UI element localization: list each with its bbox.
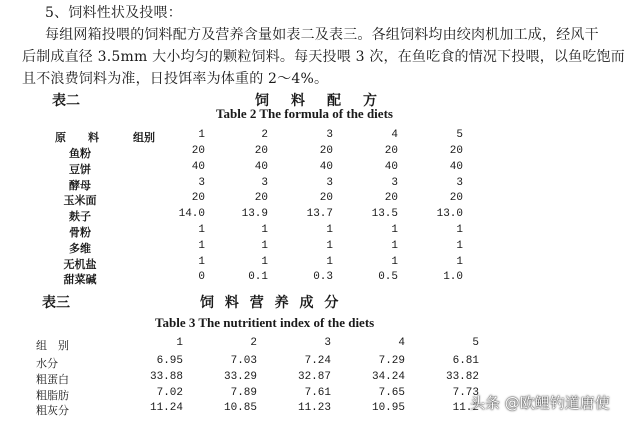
table3-cell: 33.88	[149, 370, 183, 383]
table3-cell: 34.24	[371, 370, 405, 383]
table2-cell: 0.3	[313, 271, 333, 284]
table2-cell: 14.0	[178, 208, 205, 221]
table3-group-header: 1	[176, 337, 183, 349]
table2-cell: 0.1	[248, 271, 268, 284]
table3-group-label: 组 别	[36, 339, 69, 352]
table3-row-name: 粗脂肪	[36, 388, 69, 402]
table2-group-header: 3	[326, 129, 333, 141]
table2-cell: 1	[198, 255, 205, 268]
table2-cell: 1	[326, 255, 333, 268]
table2-cell: 40	[449, 160, 463, 173]
table2-row-name: 鱼粉	[69, 147, 91, 160]
table2-group-header: 5	[456, 129, 463, 141]
table2-title-cn: 饲 料 配 方	[255, 93, 381, 109]
table3-cell: 11.24	[149, 402, 183, 415]
table2-cell: 1	[391, 239, 398, 252]
table2-cell: 1	[261, 239, 268, 252]
table2-group-header: 4	[391, 129, 398, 141]
table2-cell: 1	[261, 255, 268, 268]
table3-title-cn: 饲 料 营 养 成 分	[200, 295, 342, 311]
table2-row-name: 玉米面	[63, 194, 97, 208]
table2-cell: 1	[456, 255, 463, 268]
table3-cell: 33.82	[445, 370, 479, 383]
table2-cell: 20	[191, 192, 205, 205]
table2-cell: 20	[319, 145, 333, 157]
table2-cell: 20	[191, 145, 205, 157]
table3-cell: 7.24	[304, 355, 331, 367]
table2-cell: 1	[261, 224, 268, 236]
table2-cell: 20	[254, 192, 268, 205]
table2-cell: 40	[384, 160, 398, 173]
table3-cell: 7.29	[378, 355, 405, 367]
table2-col-label: 原 料	[55, 131, 99, 144]
table3-cell: 6.81	[452, 355, 479, 367]
table2-cell: 20	[384, 145, 398, 157]
table2-cell: 3	[326, 176, 333, 189]
table3-group-header: 4	[398, 337, 405, 349]
paragraph-line: 后制成直径 3.5mm 大小均匀的颗粒饲料。每天投喂 3 次，在鱼吃食的情况下投喂，以鱼吃饱而	[22, 49, 625, 65]
table2-cell: 0.5	[378, 271, 398, 284]
paragraph-line: 每组网箱投喂的饲料配方及营养含量如表二及表三。各组饲料均由绞肉机加工成，经风干	[45, 27, 599, 43]
table3-cell: 6.95	[156, 355, 183, 367]
table2-cell: 40	[254, 160, 268, 173]
table2-cell: 1	[456, 239, 463, 252]
table2-cell: 13.5	[371, 208, 398, 221]
table2-cell: 20	[319, 192, 333, 205]
table2-row-name: 豆饼	[69, 162, 91, 176]
table2-cell: 1	[326, 224, 333, 236]
table2-cell: 20	[449, 192, 463, 205]
table3-cell: 32.87	[297, 370, 331, 383]
table2-cell: 3	[261, 176, 268, 189]
table2-cell: 40	[319, 160, 333, 173]
table2-cell: 1	[456, 224, 463, 236]
table3-cell: 10.85	[223, 402, 257, 415]
table3-row-name: 粗灰分	[36, 404, 69, 418]
table3-group-header: 3	[324, 337, 331, 349]
table2-cell: 3	[456, 176, 463, 189]
table3-cell: 7.89	[230, 386, 257, 399]
table2-label: 表二	[52, 93, 80, 109]
table3-group-header: 5	[472, 337, 479, 349]
table2-cell: 13.9	[241, 208, 268, 221]
table2-group-header: 1	[198, 129, 205, 141]
table2-cell: 1	[391, 255, 398, 268]
table2-cell: 20	[254, 145, 268, 157]
table2-cell: 3	[391, 176, 398, 189]
table2-group-label: 组别	[133, 131, 155, 144]
table3-cell: 7.02	[156, 386, 183, 399]
table2-group-header: 2	[261, 129, 268, 141]
table3-row-name: 水分	[36, 357, 58, 370]
table3-cell: 10.95	[371, 402, 405, 415]
table3-cell: 33.29	[223, 370, 257, 383]
table2-cell: 20	[449, 145, 463, 157]
table2-title-en: Table 2 The formula of the diets	[216, 106, 393, 121]
table2-cell: 1	[326, 239, 333, 252]
table3-cell: 11.2	[452, 402, 479, 415]
table3-row-name: 粗蛋白	[36, 372, 69, 386]
table2-cell: 0	[198, 271, 205, 284]
table3-group-header: 2	[250, 337, 257, 349]
table2-cell: 1	[198, 224, 205, 236]
table3-cell: 11.23	[297, 402, 331, 415]
table2-row-name: 无机盐	[63, 257, 97, 271]
table2-cell: 40	[191, 160, 205, 173]
table2-cell: 20	[384, 192, 398, 205]
table2-row-name: 麸子	[69, 210, 91, 224]
table2-cell: 13.7	[306, 208, 333, 221]
table2-row-name: 甜菜碱	[63, 273, 97, 287]
table2-row-name: 酵母	[69, 178, 91, 192]
table2-row-name: 多维	[69, 241, 91, 255]
table3-cell: 7.73	[452, 386, 479, 399]
table3-cell: 7.65	[378, 386, 405, 399]
table2-cell: 3	[198, 176, 205, 189]
table3-cell: 7.61	[304, 386, 331, 399]
table2-cell: 1	[198, 239, 205, 252]
table2-cell: 1	[391, 224, 398, 236]
paragraph-line: 且不浪费饲料为准，日投饵率为体重的 2～4%。	[22, 71, 329, 87]
table2-cell: 1.0	[443, 271, 463, 284]
table2-cell: 13.0	[436, 208, 463, 221]
table3-cell: 7.03	[230, 355, 257, 367]
table3-title-en: Table 3 The nutritient index of the diets	[155, 315, 375, 330]
section-heading: 5、饲料性状及投喂：	[45, 5, 182, 21]
watermark: 头条 @欧鲤钓道唐使	[470, 394, 610, 412]
table3-label: 表三	[42, 295, 70, 311]
table2-row-name: 骨粉	[69, 226, 91, 239]
